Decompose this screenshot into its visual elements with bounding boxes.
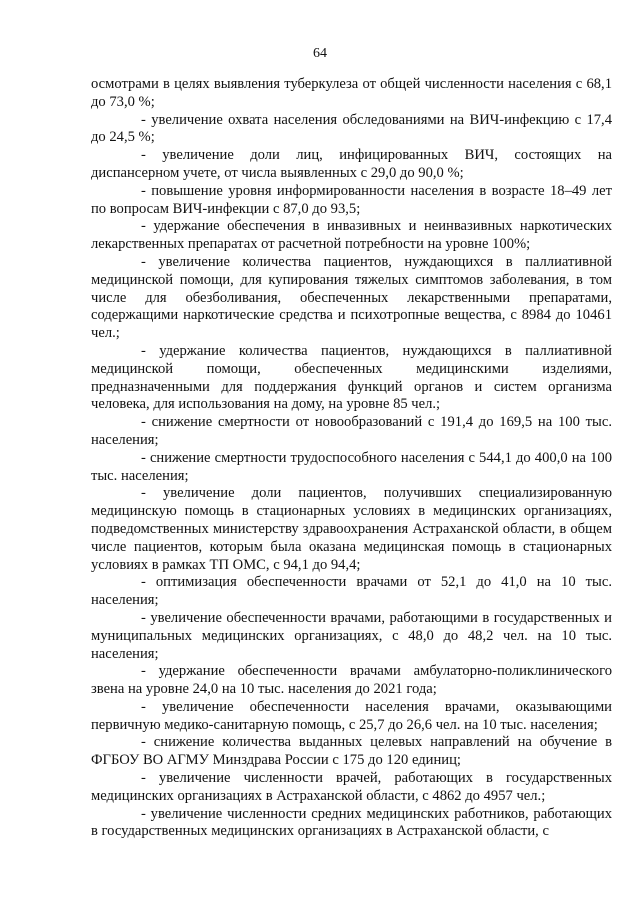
- paragraph: - оптимизация обеспеченности врачами от 52,1 до 41,0 на 10 тыс. населения;: [91, 574, 612, 609]
- paragraph: - удержание количества пациентов, нуждающихся в паллиативной медицинской помощи, обеспеченных медицинскими изделиями, предназначенными для поддержания функций органов и систем организма человека, для использования на дому, на уровне 85 чел.;: [91, 342, 612, 413]
- paragraph: - снижение смертности трудоспособного населения с 544,1 до 400,0 на 100 тыс. населения;: [91, 449, 612, 484]
- paragraph: осмотрами в целях выявления туберкулеза от общей численности населения с 68,1 до 73,0 %;: [91, 76, 612, 110]
- page-number: 64: [313, 46, 327, 61]
- paragraph: - увеличение обеспеченности врачами, работающими в государственных и муниципальных медицинских организациях, с 48,0 до 48,2 чел. на 10 тыс. населения;: [91, 609, 612, 662]
- paragraph: - увеличение численности средних медицинских работников, работающих в государственных медицинских организациях в Астраханской области, с: [91, 805, 612, 840]
- paragraph: - увеличение численности врачей, работающих в государственных медицинских организациях в Астраханской области, с 4862 до 4957 чел.;: [91, 770, 612, 804]
- paragraph: - повышение уровня информированности населения в возрасте 18–49 лет по вопросам ВИЧ-инфекции с 87,0 до 93,5;: [91, 182, 612, 217]
- paragraph: - увеличение обеспеченности населения врачами, оказывающими первичную медико-санитарную помощь, с 25,7 до 26,6 чел. на 10 тыс. населения;: [91, 698, 612, 733]
- paragraph: - удержание обеспеченности врачами амбулаторно-поликлинического звена на уровне 24,0 на 10 тыс. населения до 2021 года;: [91, 663, 612, 698]
- paragraph: - увеличение количества пациентов, нуждающихся в паллиативной медицинской помощи, для купирования тяжелых симптомов заболевания, в том числе для обезболивания, обеспеченных лекарственными препаратами, содержащими наркотические средства и психотропные вещества, с 8984 до 10461 чел.;: [91, 253, 612, 342]
- paragraph: - увеличение доли лиц, инфицированных ВИЧ, состоящих на диспансерном учете, от числа выявленных с 29,0 до 90,0 %;: [91, 147, 612, 181]
- paragraph: - снижение количества выданных целевых направлений на обучение в ФГБОУ ВО АГМУ Минздрава России с 175 до 120 единиц;: [91, 734, 612, 769]
- body-text: [91, 76, 612, 841]
- paragraph: - снижение смертности от новообразований с 191,4 до 169,5 на 100 тыс. населения;: [91, 414, 612, 448]
- paragraph: - удержание обеспечения в инвазивных и неинвазивных наркотических лекарственных препаратах от расчетной потребности на уровне 100%;: [91, 218, 612, 253]
- paragraph: - увеличение охвата населения обследованиями на ВИЧ-инфекцию с 17,4 до 24,5 %;: [91, 111, 612, 146]
- paragraph: - увеличение доли пациентов, получивших специализированную медицинскую помощь в стационарных условиях в медицинских организациях, подведомственных министерству здравоохранения Астраханской области, в общем числе пациентов, которым была оказана медицинская помощь в стационарных условиях в рамках ТП ОМС, с 94,1 до 94,4;: [91, 485, 612, 573]
